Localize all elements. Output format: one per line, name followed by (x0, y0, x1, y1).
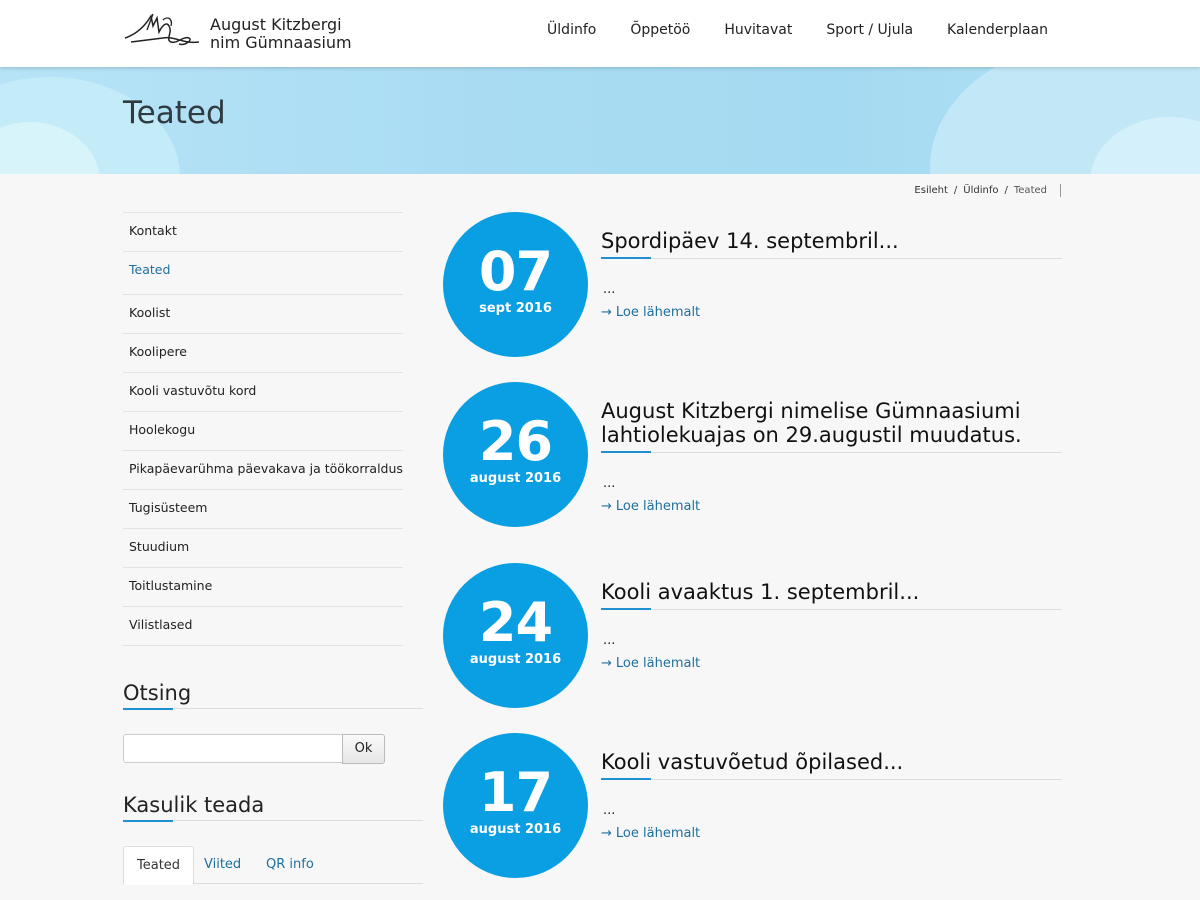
read-more-link[interactable] (601, 656, 700, 671)
nav-item-sport-ujula[interactable]: Sport / Ujula (826, 22, 914, 38)
news-title[interactable]: August Kitzbergi nimelise Gümnaasiumi lahtiolekuajas on 29.augustil muudatus. (601, 399, 1062, 453)
breadcrumb-sep: / (1004, 185, 1008, 196)
sidebar-item-stuudium[interactable]: Stuudium (123, 529, 403, 568)
news-date-badge (443, 212, 588, 357)
search-ok-button[interactable]: Ok (342, 734, 385, 764)
school-logo[interactable] (123, 12, 353, 56)
news-excerpt: ... (603, 476, 616, 491)
logo-signature-icon (123, 12, 209, 56)
read-more-label: Loe lähemalt (615, 499, 701, 514)
tab-viited[interactable]: Viited (204, 857, 242, 872)
sidebar-item-tugisusteem[interactable]: Tugisüsteem (123, 490, 403, 529)
sidebar-menu (123, 212, 403, 646)
breadcrumb-sep: / (953, 185, 958, 196)
news-excerpt: ... (603, 282, 616, 297)
sidebar-item-vastuvotu-kord[interactable]: Kooli vastuvõtu kord (123, 373, 403, 412)
news-date-day: 17 (478, 761, 553, 824)
nav-item-kalenderplaan[interactable]: Kalenderplaan (947, 22, 1048, 38)
breadcrumb-current: Teated (1013, 185, 1047, 196)
logo-text-line1: August Kitzbergi (210, 15, 342, 34)
read-more-link[interactable] (601, 826, 700, 841)
search-input[interactable] (123, 734, 343, 763)
news-date-badge (443, 733, 588, 878)
sidebar-item-toitlustamine[interactable]: Toitlustamine (123, 568, 403, 607)
read-more-label: Loe lähemalt (615, 305, 701, 320)
breadcrumb (911, 184, 1061, 197)
arrow-right-icon: → (601, 305, 612, 320)
useful-section-title: Kasulik teada (123, 793, 423, 821)
tab-teated[interactable]: Teated (123, 846, 194, 885)
news-title[interactable]: Spordipäev 14. septembril... (601, 229, 1062, 259)
page-banner (0, 67, 1200, 174)
logo-text-line2: nim Gümnaasium (210, 33, 352, 52)
sidebar-item-hoolekogu[interactable]: Hoolekogu (123, 412, 403, 451)
site-header (0, 0, 1200, 67)
arrow-right-icon: → (601, 826, 612, 841)
news-title[interactable]: Kooli avaaktus 1. septembril... (601, 580, 1062, 610)
useful-tabs (123, 846, 423, 884)
nav-item-huvitavat[interactable]: Huvitavat (724, 22, 793, 38)
news-date-day: 24 (478, 591, 553, 654)
sidebar-item-pikapaevaruhm[interactable]: Pikapäevarühma päevakava ja töökorraldus (123, 451, 403, 490)
news-date-badge (443, 563, 588, 708)
read-more-link[interactable] (601, 305, 700, 320)
sidebar-item-teated[interactable]: Teated (123, 252, 403, 295)
news-date-day: 26 (478, 410, 553, 473)
read-more-link[interactable] (601, 499, 700, 514)
news-date-day: 07 (478, 240, 553, 303)
breadcrumb-section[interactable]: Üldinfo (963, 185, 999, 196)
news-excerpt: ... (603, 633, 616, 648)
arrow-right-icon: → (601, 656, 612, 671)
sidebar-item-koolipere[interactable]: Koolipere (123, 334, 403, 373)
breadcrumb-home[interactable]: Esileht (914, 185, 948, 196)
news-title[interactable]: Kooli vastuvõetud õpilased... (601, 750, 1062, 780)
nav-item-oppetoo[interactable]: Õppetöö (630, 22, 691, 38)
news-date-badge (443, 382, 588, 527)
news-date-month: sept 2016 (479, 301, 552, 316)
search-section-title: Otsing (123, 681, 423, 709)
news-date-month: august 2016 (469, 471, 562, 486)
read-more-label: Loe lähemalt (615, 826, 701, 841)
page-title: Teated (123, 95, 226, 131)
news-date-month: august 2016 (469, 822, 562, 837)
news-excerpt: ... (603, 803, 616, 818)
tab-qr-info[interactable]: QR info (266, 857, 314, 872)
read-more-label: Loe lähemalt (615, 656, 701, 671)
sidebar-item-vilistlased[interactable]: Vilistlased (123, 607, 403, 646)
news-date-month: august 2016 (469, 652, 562, 667)
arrow-right-icon: → (601, 499, 612, 514)
sidebar-item-koolist[interactable]: Koolist (123, 295, 403, 334)
nav-item-uldinfo[interactable]: Üldinfo (547, 22, 597, 38)
main-nav (513, 22, 1048, 38)
sidebar-item-kontakt[interactable]: Kontakt (123, 213, 403, 252)
